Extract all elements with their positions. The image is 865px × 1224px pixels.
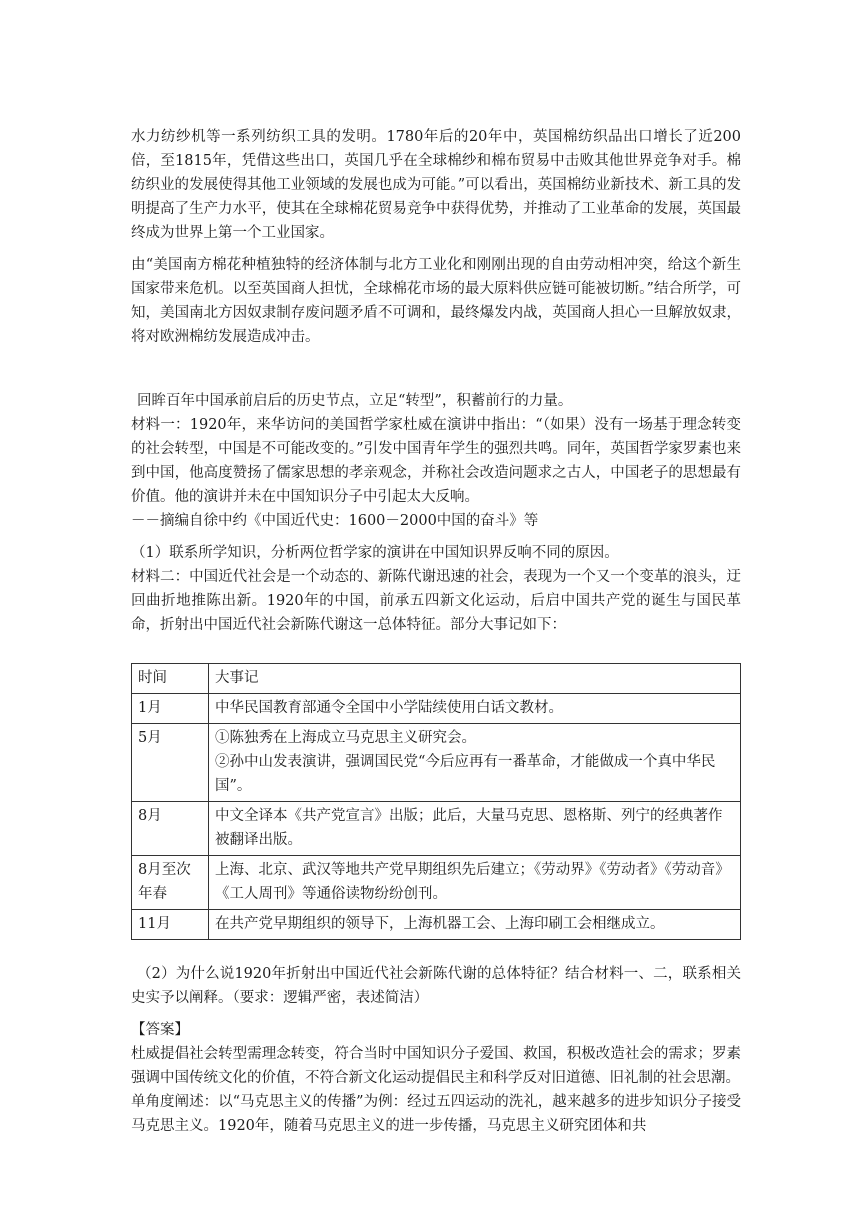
event-line: 中华民国教育部通令全国中小学陆续使用白话文教材。 <box>215 700 563 716</box>
table-row <box>132 802 741 856</box>
row-events <box>209 694 741 724</box>
material-one: 材料一：1920年，来华访问的美国哲学家杜威在演讲中指出：“（如果）没有一场基于理念转变的社会转型，中国是不可能改变的。”引发中国青年学生的强烈共鸣。同年，英国哲学家罗素也来到中国，他高度赞扬了儒家思想的孝亲观念，并称社会改造问题求之古人，中国老子的思想最有价值。他的演讲并未在中国知识分子中引起太大反响。 <box>131 417 741 505</box>
material-source: －－摘编自徐中约《中国近代史：1600－2000中国的奋斗》等 <box>131 513 539 529</box>
row-events <box>209 910 741 940</box>
row-time: 8月至次年春 <box>132 856 209 910</box>
row-time: 1月 <box>132 694 209 724</box>
question-two: （2）为什么说1920年折射出中国近代社会新陈代谢的总体特征？结合材料一、二，联系相关史实予以阐释。（要求：逻辑严密，表述简洁） <box>131 966 741 1006</box>
event-line: ②孙中山发表演讲，强调国民党“今后应再有一番革命，才能做成一个真中华民国”。 <box>215 754 716 794</box>
header-events: 大事记 <box>209 664 741 694</box>
row-time: 8月 <box>132 802 209 856</box>
table-row <box>132 910 741 940</box>
row-time: 11月 <box>132 910 209 940</box>
document-body <box>131 125 741 1138</box>
event-line: 中文全译本《共产党宣言》出版；此后，大量马克思、恩格斯、列宁的经典著作被翻译出版。 <box>215 808 723 848</box>
event-line: 在共产党早期组织的领导下，上海机器工会、上海印刷工会相继成立。 <box>215 916 665 932</box>
events-table <box>131 663 741 940</box>
paragraph-cotton-britain: 水力纺纱机等一系列纺织工具的发明。1780年后的20年中，英国棉纺织品出口增长了近200倍，至1815年，凭借这些出口，英国几乎在全球棉纱和棉布贸易中击败其他世界竞争对手。棉纺织业的发展使得其他工业领域的发展也成为可能。”可以看出，英国棉纺业新技术、新工具的发明提高了生产力水平，使其在全球棉花贸易竞争中获得优势，并推动了工业革命的发展，英国最终成为世界上第一个工业国家。 <box>131 129 741 241</box>
question-intro: 回眸百年中国承前启后的历史节点，立足“转型”，积蓄前行的力量。 <box>137 393 573 409</box>
answer-label: 【答案】 <box>131 1022 189 1038</box>
event-line: 上海、北京、武汉等地共产党早期组织先后建立；《劳动界》《劳动者》《劳动音》《工人周刊》等通俗读物纷纷创刊。 <box>215 862 730 902</box>
question-one: （1）联系所学知识，分析两位哲学家的演讲在中国知识界反响不同的原因。 <box>131 545 619 561</box>
table-header-row <box>132 664 741 694</box>
answer-one: 杜威提倡社会转型需理念转变，符合当时中国知识分子爱国、救国，积极改造社会的需求；罗素强调中国传统文化的价值，不符合新文化运动提倡民主和科学反对旧道德、旧礼制的社会思潮。 <box>131 1046 741 1086</box>
answer-two: 单角度阐述：以“马克思主义的传播”为例：经过五四运动的洗礼，越来越多的进步知识分子接受马克思主义。1920年，随着马克思主义的进一步传播，马克思主义研究团体和共 <box>131 1094 741 1134</box>
paragraph-cotton-america: 由“美国南方棉花种植独特的经济体制与北方工业化和刚刚出现的自由劳动相冲突，给这个新生国家带来危机。以至英国商人担忧，全球棉花市场的最大原料供应链可能被切断。”结合所学，可知，美国南北方因奴隶制存废问题矛盾不可调和，最终爆发内战，英国商人担心一旦解放奴隶，将对欧洲棉纺发展造成冲击。 <box>131 257 741 345</box>
row-events <box>209 724 741 802</box>
row-events <box>209 802 741 856</box>
row-time: 5月 <box>132 724 209 802</box>
material-two: 材料二：中国近代社会是一个动态的、新陈代谢迅速的社会，表现为一个又一个变革的浪头，迂回曲折地推陈出新。1920年的中国，前承五四新文化运动，后启中国共产党的诞生与国民革命，折射出中国近代社会新陈代谢这一总体特征。部分大事记如下： <box>131 569 741 633</box>
table-row <box>132 694 741 724</box>
row-events <box>209 856 741 910</box>
table-row <box>132 724 741 802</box>
header-time: 时间 <box>132 664 209 694</box>
event-line: ①陈独秀在上海成立马克思主义研究会。 <box>215 730 476 746</box>
table-row <box>132 856 741 910</box>
